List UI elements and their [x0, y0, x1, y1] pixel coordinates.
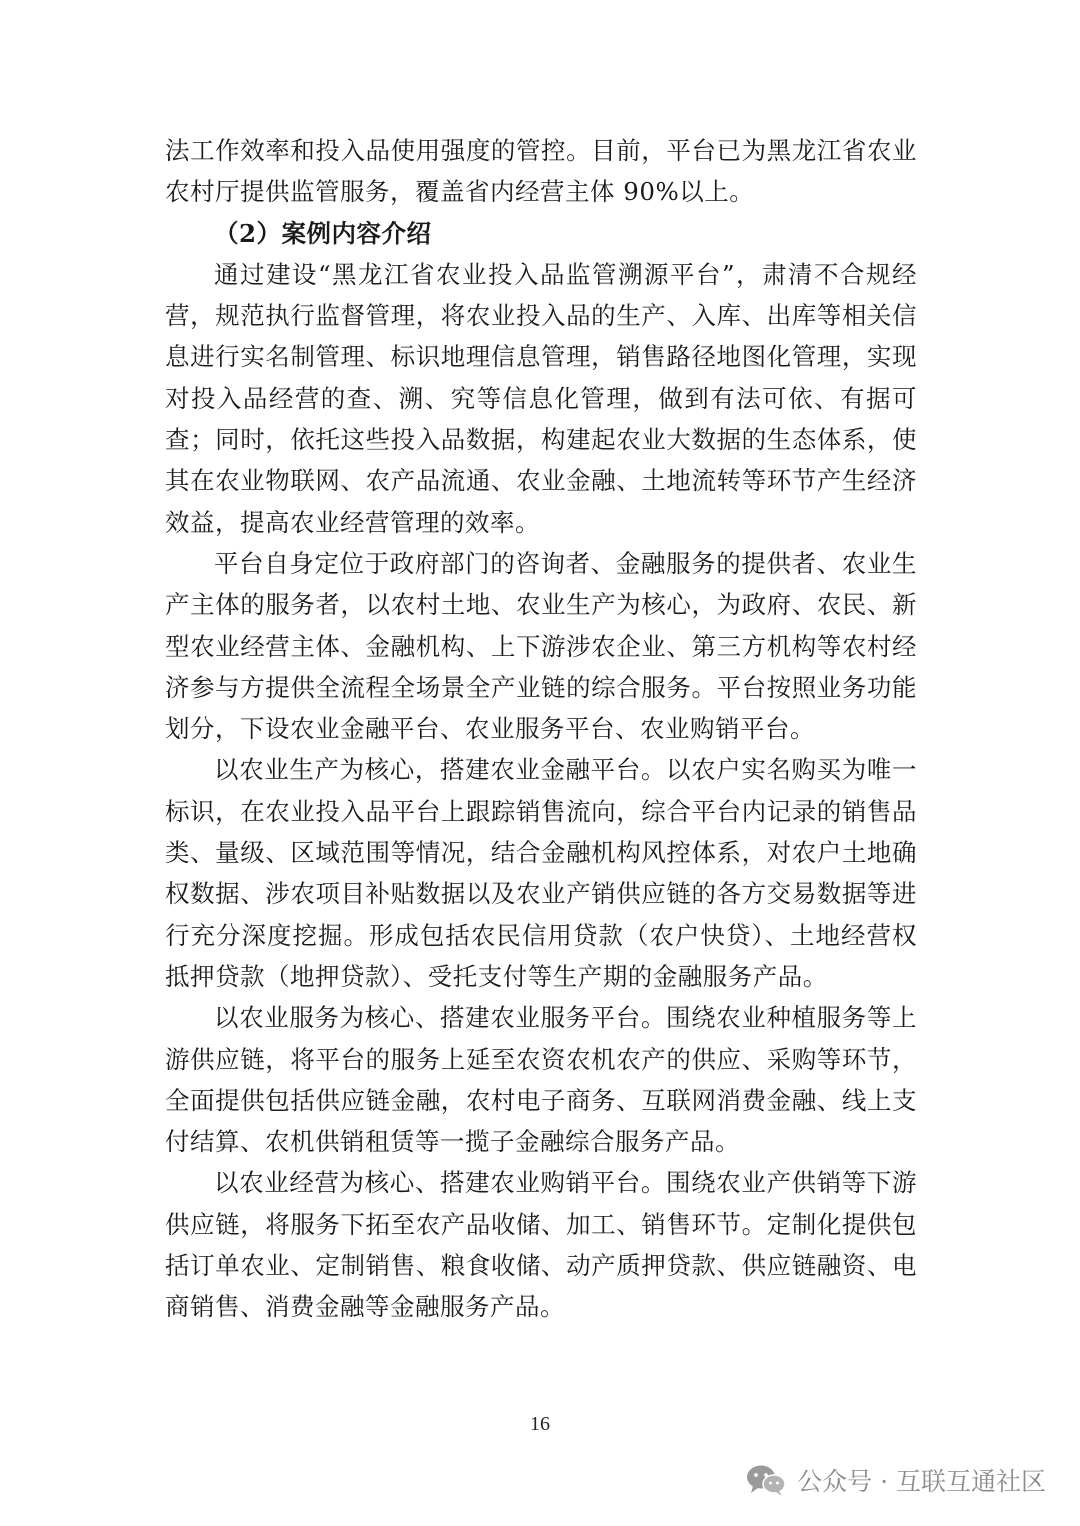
paragraph: 平台自身定位于政府部门的咨询者、金融服务的提供者、农业生产主体的服务者，以农村土地、农业生产为核心，为政府、农民、新型农业经营主体、金融机构、上下游涉农企业、第三方机构等农村经济参与方提供全流程全场景全产业链的综合服务。平台按照业务功能划分，下设农业金融平台、农业服务平台、农业购销平台。: [165, 548, 917, 744]
paragraph-continuation: 法工作效率和投入品使用强度的管控。目前，平台已为黑龙江省农业农村厅提供监管服务，覆盖省内经营主体 90%以上。: [165, 136, 917, 207]
paragraph: 以农业经营为核心、搭建农业购销平台。围绕农业产供销等下游供应链，将服务下拓至农产品收储、加工、销售环节。定制化提供包括订单农业、定制销售、粮食收储、动产质押贷款、供应链融资、电商销售、消费金融等金融服务产品。: [165, 1168, 917, 1322]
watermark-text: 公众号 · 互联互通社区: [797, 1467, 1046, 1496]
watermark: [745, 1462, 1046, 1498]
document-page: [165, 130, 917, 1328]
paragraph: 通过建设“黑龙江省农业投入品监管溯源平台”，肃清不合规经营，规范执行监督管理，将农业投入品的生产、入库、出库等相关信息进行实名制管理、标识地理信息管理，销售路径地图化管理，实现对投入品经营的查、溯、究等信息化管理，做到有法可依、有据可查；同时，依托这些投入品数据，构建起农业大数据的生态体系，使其在农业物联网、农产品流通、农业金融、土地流转等环节产生经济效益，提高农业经营管理的效率。: [165, 259, 917, 537]
wechat-icon: [745, 1463, 787, 1497]
paragraph: 以农业服务为核心、搭建农业服务平台。围绕农业种植服务等上游供应链，将平台的服务上延至农资农机农产的供应、采购等环节，全面提供包括供应链金融，农村电子商务、互联网消费金融、线上支付结算、农机供销租赁等一揽子金融综合服务产品。: [165, 1003, 917, 1157]
section-heading: （2）案例内容介绍: [214, 218, 432, 248]
paragraph: 以农业生产为核心，搭建农业金融平台。以农户实名购买为唯一标识，在农业投入品平台上跟踪销售流向，综合平台内记录的销售品类、量级、区域范围等情况，结合金融机构风控体系，对农户土地确权数据、涉农项目补贴数据以及农业产销供应链的各方交易数据等进行充分深度挖掘。形成包括农民信用贷款（农户快贷）、土地经营权抵押贷款（地押贷款）、受托支付等生产期的金融服务产品。: [165, 755, 917, 991]
page-number: 16: [530, 1413, 550, 1435]
